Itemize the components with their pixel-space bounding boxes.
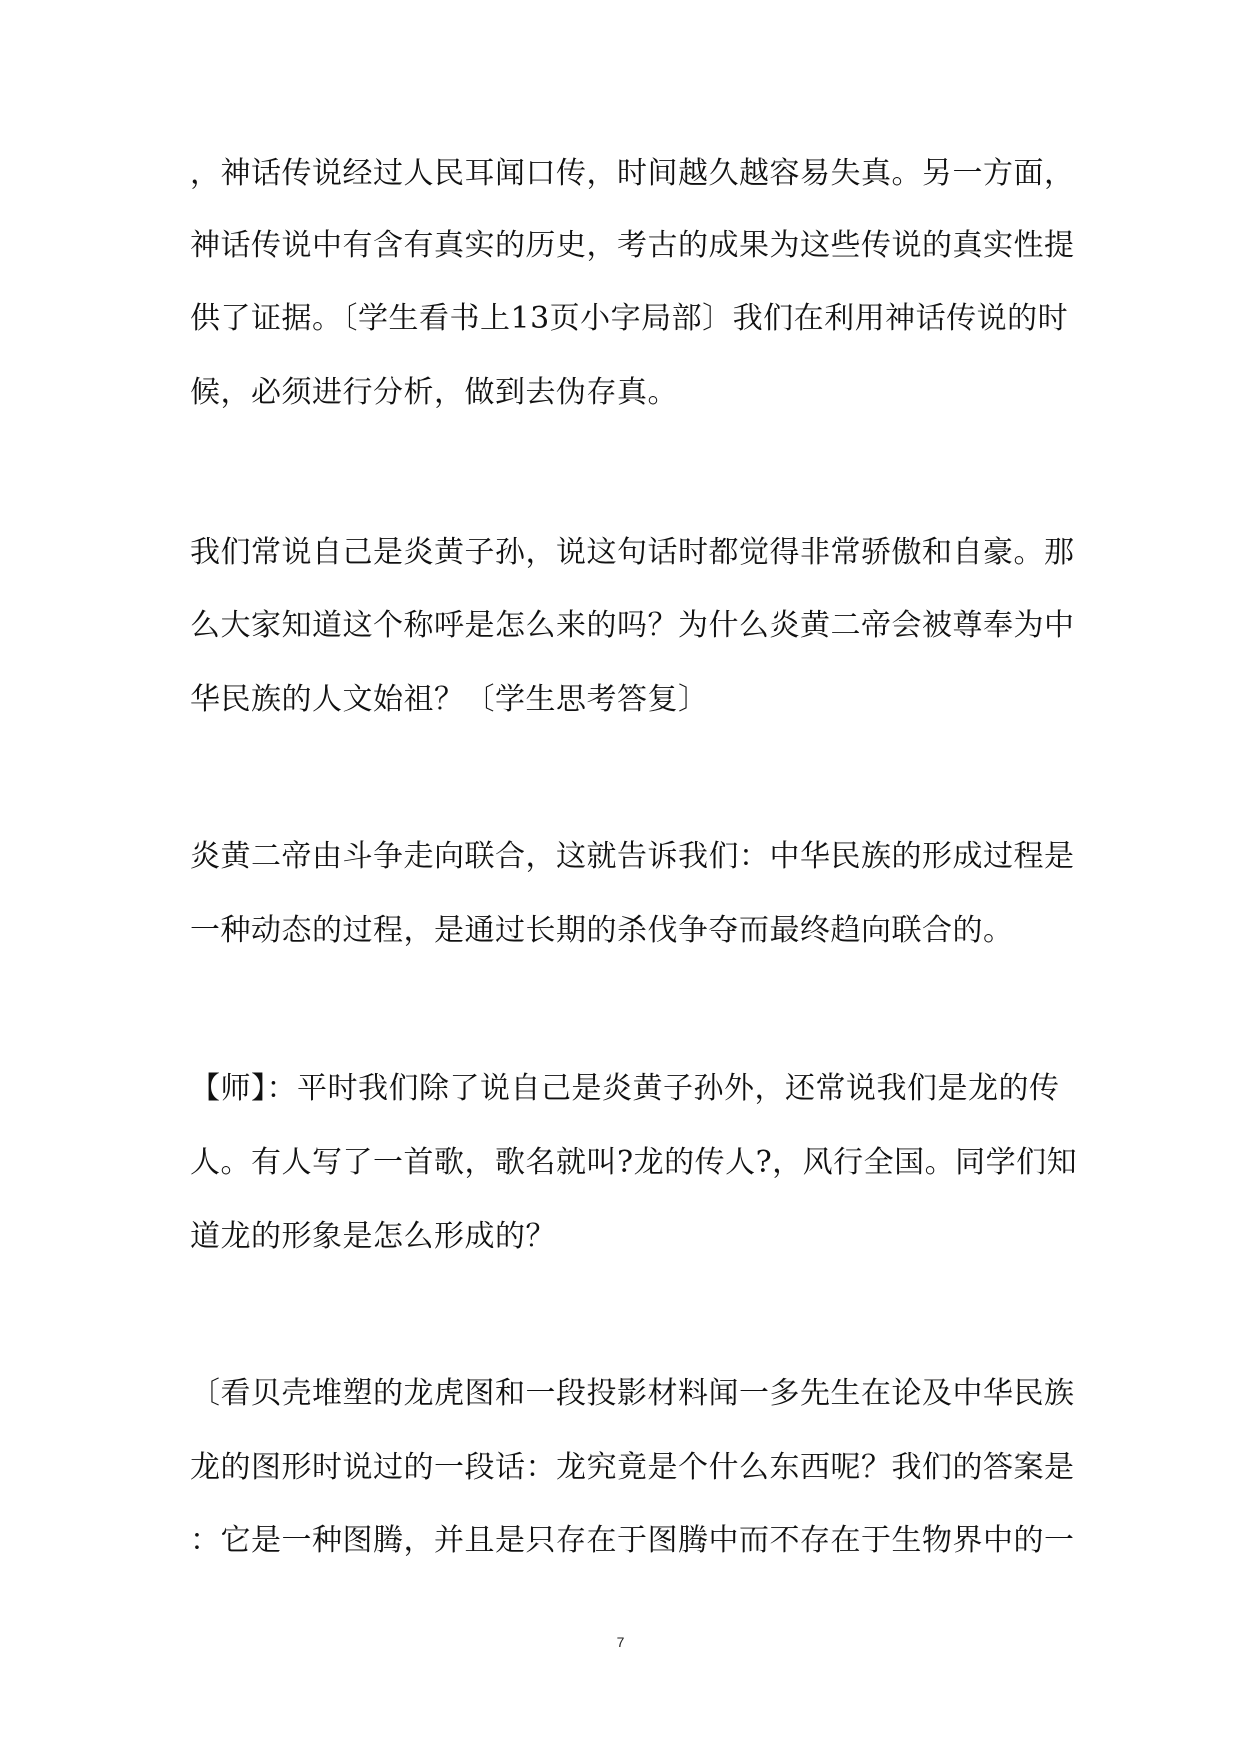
paragraph-4-line-3: 道龙的形象是怎么形成的？ [190, 1219, 556, 1254]
paragraph-3-line-2: 一种动态的过程，是通过长期的杀伐争夺而最终趋向联合的。 [190, 913, 1014, 948]
paragraph-2-line-1: 我们常说自己是炎黄子孙，说这句话时都觉得非常骄傲和自豪。那 [190, 535, 1075, 570]
paragraph-2-line-2: 么大家知道这个称呼是怎么来的吗？为什么炎黄二帝会被尊奉为中 [190, 608, 1075, 643]
paragraph-4-line-2: 人。有人写了一首歌，歌名就叫?龙的传人?，风行全国。同学们知 [190, 1145, 1078, 1180]
paragraph-5-line-3: ：它是一种图腾，并且是只存在于图腾中而不存在于生物界中的一 [190, 1523, 1075, 1558]
page-number: 7 [616, 1634, 625, 1650]
paragraph-1-line-2: 神话传说中有含有真实的历史，考古的成果为这些传说的真实性提 [190, 228, 1075, 263]
paragraph-5-line-1: 〔看贝壳堆塑的龙虎图和一段投影材料闻一多先生在论及中华民族 [190, 1376, 1075, 1411]
paragraph-1-line-3: 供了证据。〔学生看书上13页小字局部〕我们在利用神话传说的时 [190, 301, 1069, 336]
paragraph-1-line-4: 候，必须进行分析，做到去伪存真。 [190, 375, 678, 410]
paragraph-2-line-3: 华民族的人文始祖？〔学生思考答复〕 [190, 682, 709, 717]
paragraph-3-line-1: 炎黄二帝由斗争走向联合，这就告诉我们：中华民族的形成过程是 [190, 839, 1075, 874]
paragraph-1-line-1: ，神话传说经过人民耳闻口传，时间越久越容易失真。另一方面， [190, 156, 1075, 191]
paragraph-4-line-1: 【师】：平时我们除了说自己是炎黄子孙外，还常说我们是龙的传 [190, 1071, 1060, 1106]
paragraph-5-line-2: 龙的图形时说过的一段话：龙究竟是个什么东西呢？我们的答案是 [190, 1450, 1075, 1485]
